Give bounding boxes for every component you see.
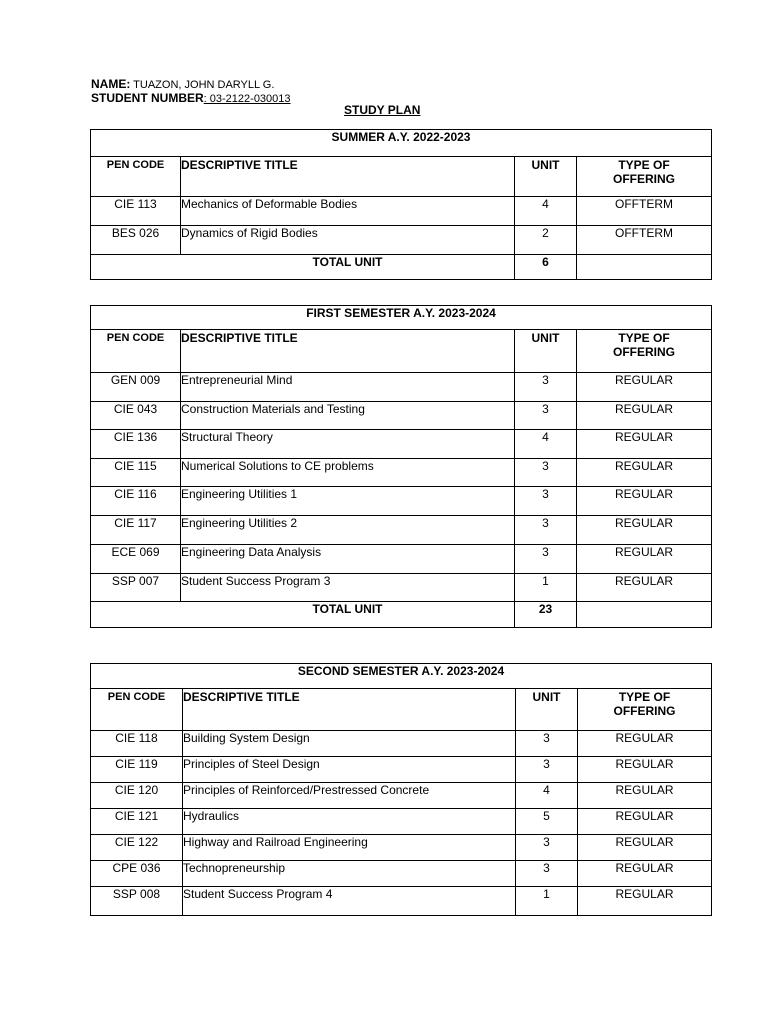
total-row — [91, 602, 712, 628]
course-type: REGULAR — [578, 757, 712, 783]
column-header-title: DESCRIPTIVE TITLE — [181, 157, 515, 197]
course-code: CIE 121 — [91, 809, 183, 835]
column-header-title: DESCRIPTIVE TITLE — [181, 330, 515, 373]
column-header-code: PEN CODE — [91, 689, 183, 731]
course-type: REGULAR — [577, 545, 712, 574]
course-type: REGULAR — [577, 430, 712, 459]
course-code: CIE 116 — [91, 487, 181, 516]
course-unit: 5 — [516, 809, 578, 835]
table-row — [91, 516, 712, 545]
course-type: REGULAR — [578, 783, 712, 809]
column-header-type: TYPE OF OFFERING — [577, 157, 712, 197]
course-title: Structural Theory — [181, 430, 515, 459]
course-code: CIE 043 — [91, 402, 181, 430]
total-row — [91, 255, 712, 280]
column-header-title: DESCRIPTIVE TITLE — [183, 689, 516, 731]
course-title: Principles of Reinforced/Prestressed Concrete — [183, 783, 516, 809]
course-code: CIE 117 — [91, 516, 181, 545]
total-label: TOTAL UNIT — [91, 602, 515, 628]
table-row — [91, 487, 712, 516]
course-title: Dynamics of Rigid Bodies — [181, 226, 515, 255]
course-unit: 3 — [515, 373, 577, 402]
course-title: Engineering Utilities 2 — [181, 516, 515, 545]
course-unit: 4 — [515, 430, 577, 459]
course-type: REGULAR — [577, 402, 712, 430]
course-title: Student Success Program 3 — [181, 574, 515, 602]
page-title: STUDY PLAN — [344, 103, 421, 117]
course-title: Engineering Utilities 1 — [181, 487, 515, 516]
total-label: TOTAL UNIT — [91, 255, 515, 280]
course-code: CIE 113 — [91, 197, 181, 226]
course-unit: 3 — [515, 487, 577, 516]
course-unit: 4 — [516, 783, 578, 809]
table-row — [91, 809, 712, 835]
table-row — [91, 226, 712, 255]
total-value: 6 — [515, 255, 577, 280]
course-type: REGULAR — [577, 574, 712, 602]
column-header-unit: UNIT — [515, 157, 577, 197]
column-header-unit: UNIT — [515, 330, 577, 373]
course-type: REGULAR — [577, 459, 712, 487]
table-row — [91, 402, 712, 430]
course-code: CIE 122 — [91, 835, 183, 861]
column-header-code: PEN CODE — [91, 157, 181, 197]
column-header-type: TYPE OF OFFERING — [578, 689, 712, 731]
course-title: Principles of Steel Design — [183, 757, 516, 783]
course-code: GEN 009 — [91, 373, 181, 402]
course-unit: 3 — [516, 731, 578, 757]
column-header-code: PEN CODE — [91, 330, 181, 373]
course-title: Technopreneurship — [183, 861, 516, 887]
course-unit: 1 — [516, 887, 578, 916]
course-title: Student Success Program 4 — [183, 887, 516, 916]
course-title: Hydraulics — [183, 809, 516, 835]
student-number-value: : 03-2122-030013 — [203, 93, 291, 105]
course-type: REGULAR — [577, 487, 712, 516]
course-title: Mechanics of Deformable Bodies — [181, 197, 515, 226]
course-unit: 3 — [516, 861, 578, 887]
column-header-unit: UNIT — [516, 689, 578, 731]
course-title: Construction Materials and Testing — [181, 402, 515, 430]
table-caption: FIRST SEMESTER A.Y. 2023-2024 — [91, 306, 712, 330]
course-type: REGULAR — [578, 861, 712, 887]
course-title: Entrepreneurial Mind — [181, 373, 515, 402]
name-value: TUAZON, JOHN DARYLL G. — [130, 79, 275, 91]
course-type: REGULAR — [578, 835, 712, 861]
table-row — [91, 545, 712, 574]
table-row — [91, 459, 712, 487]
table-row — [91, 783, 712, 809]
table-row — [91, 887, 712, 916]
second-semester-table — [90, 663, 712, 916]
course-code: CPE 036 — [91, 861, 183, 887]
student-name-line — [91, 77, 274, 92]
course-unit: 3 — [516, 835, 578, 861]
course-code: CIE 115 — [91, 459, 181, 487]
table-caption: SECOND SEMESTER A.Y. 2023-2024 — [91, 664, 712, 689]
course-code: BES 026 — [91, 226, 181, 255]
course-title: Engineering Data Analysis — [181, 545, 515, 574]
course-unit: 3 — [515, 516, 577, 545]
course-type: REGULAR — [578, 887, 712, 916]
course-unit: 3 — [515, 459, 577, 487]
table-row — [91, 835, 712, 861]
course-code: CIE 118 — [91, 731, 183, 757]
table-row — [91, 430, 712, 459]
course-code: SSP 007 — [91, 574, 181, 602]
course-unit: 3 — [515, 545, 577, 574]
table-row — [91, 861, 712, 887]
course-unit: 3 — [515, 402, 577, 430]
column-header-type: TYPE OF OFFERING — [577, 330, 712, 373]
course-code: CIE 119 — [91, 757, 183, 783]
course-title: Numerical Solutions to CE problems — [181, 459, 515, 487]
course-unit: 3 — [516, 757, 578, 783]
total-value: 23 — [515, 602, 577, 628]
table-row — [91, 731, 712, 757]
name-label: NAME: — [91, 77, 131, 91]
course-type: REGULAR — [578, 809, 712, 835]
table-row — [91, 373, 712, 402]
course-code: SSP 008 — [91, 887, 183, 916]
course-unit: 4 — [515, 197, 577, 226]
course-title: Highway and Railroad Engineering — [183, 835, 516, 861]
course-code: CIE 120 — [91, 783, 183, 809]
table-row — [91, 574, 712, 602]
first-semester-table — [90, 305, 712, 628]
course-type: REGULAR — [577, 373, 712, 402]
student-number-label: STUDENT NUMBER — [91, 91, 204, 105]
course-unit: 1 — [515, 574, 577, 602]
table-caption: SUMMER A.Y. 2022-2023 — [91, 130, 712, 157]
course-type: OFFTERM — [577, 226, 712, 255]
course-code: ECE 069 — [91, 545, 181, 574]
course-code: CIE 136 — [91, 430, 181, 459]
course-type: REGULAR — [578, 731, 712, 757]
course-unit: 2 — [515, 226, 577, 255]
table-row — [91, 757, 712, 783]
student-number-line — [91, 91, 291, 106]
course-type: OFFTERM — [577, 197, 712, 226]
table-row — [91, 197, 712, 226]
course-type: REGULAR — [577, 516, 712, 545]
summer-table — [90, 129, 712, 280]
course-title: Building System Design — [183, 731, 516, 757]
